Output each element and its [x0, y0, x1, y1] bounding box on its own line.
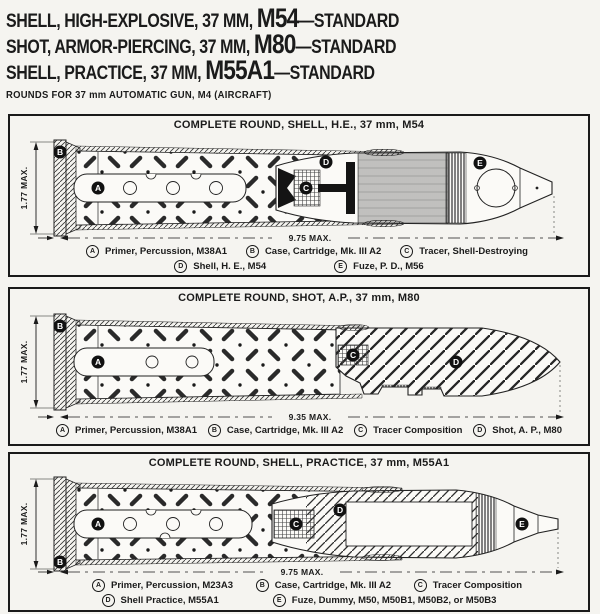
callout-b — [54, 146, 67, 159]
length-dim-label: 9.75 MAX. — [288, 233, 332, 243]
legend-label: Case, Cartridge, Mk. III A2 — [226, 425, 344, 436]
heading-he-shell — [6, 5, 505, 31]
practice-round-diagram — [10, 470, 588, 578]
legend-item — [174, 260, 266, 273]
legend-key: D — [473, 424, 486, 437]
legend-key: B — [256, 579, 269, 592]
legend-item — [208, 424, 343, 437]
height-dim-label: 1.77 MAX. — [19, 340, 29, 384]
svg-text:A: A — [94, 519, 102, 529]
legend-key: C — [414, 579, 427, 592]
legend-key: E — [334, 260, 347, 273]
callout-e — [516, 518, 529, 531]
heading-model: M55A1 — [205, 55, 275, 85]
crimp-band — [362, 487, 402, 493]
legend-item — [273, 594, 497, 607]
svg-text:E: E — [519, 519, 525, 529]
legend-item — [400, 245, 528, 258]
heading-prefix: SHOT, ARMOR-PIERCING, 37 MM, — [6, 37, 254, 58]
svg-text:B: B — [56, 147, 64, 157]
height-dimension — [19, 479, 56, 569]
callout-d — [450, 356, 463, 369]
legend-key: B — [208, 424, 221, 437]
practice-projectile — [272, 487, 558, 561]
legend-label: Fuze, Dummy, M50, M50B1, M50B2, or M50B3 — [291, 595, 497, 606]
legend-key: A — [92, 579, 105, 592]
height-dimension — [19, 142, 56, 234]
legend-row — [10, 244, 588, 259]
legend-key: D — [102, 594, 115, 607]
panel-title: COMPLETE ROUND, SHELL, H.E., 37 mm, M54 — [173, 119, 425, 131]
booster-band — [446, 153, 466, 223]
legend-label: Primer, Percussion, M23A3 — [111, 580, 233, 591]
legend-row — [10, 259, 588, 274]
legend-key: A — [86, 245, 99, 258]
height-dim-label: 1.77 MAX. — [19, 166, 29, 210]
callout-b — [54, 320, 67, 333]
heading-ap-shot — [6, 31, 505, 57]
callout-c — [290, 518, 303, 531]
legend-label: Tracer, Shell-Destroying — [419, 246, 528, 257]
ap-round-diagram — [10, 305, 588, 423]
panel-title: COMPLETE ROUND, SHELL, PRACTICE, 37 mm, M55A1 — [148, 457, 450, 469]
callout-e — [474, 157, 487, 170]
length-dim-label: 9.35 MAX. — [288, 412, 332, 422]
empty-cavity — [346, 502, 472, 546]
svg-text:E: E — [477, 158, 483, 168]
rotating-band — [364, 149, 404, 155]
legend-label: Case, Cartridge, Mk. III A2 — [264, 246, 382, 257]
legend-key: B — [246, 245, 259, 258]
legend-item — [473, 424, 562, 437]
heading-prefix: SHELL, HIGH-EXPLOSIVE, 37 MM, — [6, 11, 257, 32]
heading-suffix: —STANDARD — [274, 63, 375, 84]
page-header — [0, 0, 600, 101]
svg-text:A: A — [94, 183, 102, 193]
legend-label: Fuze, P. D., M56 — [353, 261, 424, 272]
legend-item — [354, 424, 462, 437]
legend-item — [246, 245, 381, 258]
legend-label: Shell Practice, M55A1 — [120, 595, 219, 606]
svg-text:A: A — [94, 357, 102, 367]
callout-d — [320, 156, 333, 169]
heading-suffix: —STANDARD — [295, 37, 397, 58]
legend-item — [86, 245, 227, 258]
legend-key: C — [354, 424, 367, 437]
legend-item — [56, 424, 197, 437]
svg-text:D: D — [336, 505, 344, 515]
panel-ap-m80 — [8, 287, 590, 446]
legend-row — [10, 423, 588, 438]
legend-key: A — [56, 424, 69, 437]
panel-title: COMPLETE ROUND, SHOT, A.P., 37 mm, M80 — [178, 292, 420, 304]
crimp-band — [362, 555, 402, 561]
legend-label: Shot, A. P., M80 — [492, 425, 562, 436]
svg-text:D: D — [452, 357, 460, 367]
heading-practice-shell — [6, 57, 505, 83]
he-projectile — [276, 149, 552, 226]
legend-row — [10, 593, 588, 608]
height-dimension — [19, 316, 56, 408]
legend-label: Tracer Composition — [373, 425, 463, 436]
panel-practice-m55a1 — [8, 452, 590, 612]
callout-c — [300, 182, 313, 195]
legend-label: Tracer Composition — [432, 580, 522, 591]
svg-text:B: B — [56, 321, 64, 331]
fuze-body — [477, 169, 515, 207]
rotating-band — [339, 325, 369, 331]
rotating-band — [364, 220, 404, 226]
legend-key: E — [273, 594, 286, 607]
heading-suffix: —STANDARD — [298, 11, 399, 32]
legend-key: D — [174, 260, 187, 273]
legend-item — [414, 579, 522, 592]
legend-row — [10, 578, 588, 593]
he-filler — [358, 153, 448, 223]
svg-text:B: B — [56, 557, 64, 567]
heading-prefix: SHELL, PRACTICE, 37 MM, — [6, 63, 206, 84]
callout-a — [92, 356, 105, 369]
legend-key: C — [400, 245, 413, 258]
legend-item — [102, 594, 219, 607]
panel-he-m54 — [8, 114, 590, 277]
legend-label: Primer, Percussion, M38A1 — [75, 425, 197, 436]
legend-item — [256, 579, 391, 592]
he-round-diagram — [10, 132, 588, 244]
heading-model: M80 — [253, 29, 296, 59]
callout-c — [347, 349, 360, 362]
callout-a — [92, 518, 105, 531]
rotating-band-section — [476, 491, 496, 557]
svg-text:D: D — [322, 157, 330, 167]
legend-item — [92, 579, 233, 592]
svg-text:C: C — [349, 350, 357, 360]
callout-b — [54, 556, 67, 569]
callout-d — [334, 504, 347, 517]
legend-label: Shell, H. E., M54 — [193, 261, 267, 272]
svg-text:C: C — [302, 183, 310, 193]
svg-text:C: C — [292, 519, 300, 529]
legend-label: Primer, Percussion, M38A1 — [105, 246, 227, 257]
length-dim-label: 9.75 MAX. — [280, 567, 324, 577]
heading-model: M54 — [256, 3, 299, 33]
legend-label: Case, Cartridge, Mk. III A2 — [274, 580, 392, 591]
legend-item — [334, 260, 424, 273]
page-subtitle: ROUNDS FOR 37 mm AUTOMATIC GUN, M4 (AIRCRAFT) — [6, 89, 272, 101]
callout-a — [92, 182, 105, 195]
height-dim-label: 1.77 MAX. — [19, 502, 29, 546]
